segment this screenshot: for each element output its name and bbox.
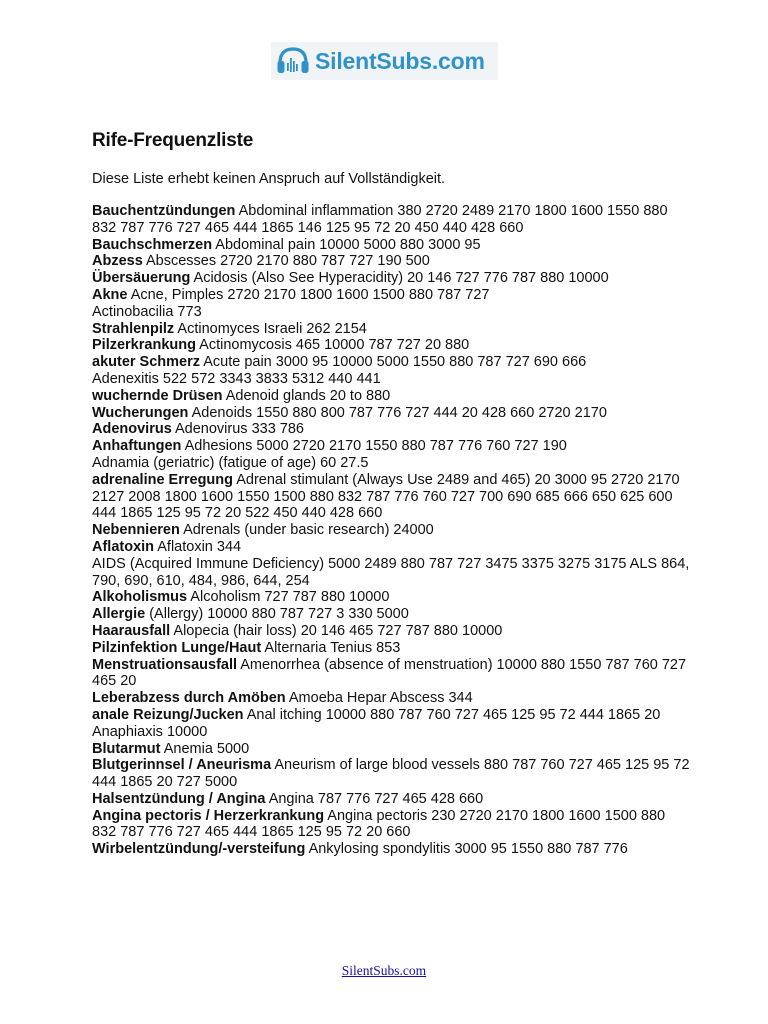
german-term: Nebennieren	[92, 522, 180, 539]
frequency-text: Acidosis (Also See Hyperacidity) 20 146 727 776 787 880 10000	[190, 270, 609, 287]
list-item	[92, 623, 692, 640]
list-item	[92, 841, 692, 858]
frequency-text: Abscesses 2720 2170 880 787 727 190 500	[142, 253, 430, 270]
list-item	[92, 690, 692, 707]
german-term: Bauchschmerzen	[92, 236, 213, 253]
german-term: Abzess	[92, 253, 143, 270]
german-term: Anhaftungen	[92, 438, 182, 455]
frequency-text: Alternaria Tenius 853	[261, 639, 401, 656]
frequency-text: Amenorrhea (absence of menstruation) 10000 880 1550 787 760 727 465 20	[92, 656, 687, 690]
frequency-text: Adrenals (under basic research) 24000	[179, 522, 434, 539]
german-term: wuchernde Drüsen	[92, 387, 223, 404]
german-term: Haarausfall	[92, 622, 171, 639]
list-item	[92, 455, 692, 472]
list-item	[92, 539, 692, 556]
frequency-text: Adenovirus 333 786	[171, 421, 304, 438]
german-term: Leberabzess durch Amöben	[92, 690, 286, 707]
frequency-text: Alopecia (hair loss) 20 146 465 727 787 880 10000	[170, 622, 503, 639]
list-item	[92, 640, 692, 657]
german-term: Blutarmut	[92, 740, 161, 757]
german-term: Pilzerkrankung	[92, 337, 196, 354]
list-item	[92, 421, 692, 438]
frequency-text: Actinobacilia 773	[92, 303, 202, 320]
frequency-text: Abdominal inflammation 380 2720 2489 2170 1800 1600 1550 880 832 787 776 727 465 444 1865 146 125 95 72 20 450 440 428 660	[92, 203, 668, 236]
disclaimer-text: Diese Liste erhebt keinen Anspruch auf Vollständigkeit.	[92, 171, 446, 187]
frequency-text: Acute pain 3000 95 10000 5000 1550 880 787 727 690 666	[200, 354, 587, 371]
frequency-text: Alcoholism 727 787 880 10000	[187, 589, 390, 606]
frequency-text: Acne, Pimples 2720 2170 1800 1600 1500 880 787 727	[127, 286, 490, 303]
logo-text: SilentSubs.com	[315, 47, 485, 74]
list-item	[92, 556, 692, 590]
list-item	[92, 438, 692, 455]
german-term: Wucherungen	[92, 404, 189, 421]
list-item	[92, 203, 692, 237]
frequency-text: Actinomycosis 465 10000 787 727 20 880	[195, 337, 470, 354]
german-term: Wirbelentzündung/-versteifung	[92, 841, 306, 858]
german-term: anale Reizung/Jucken	[92, 706, 244, 723]
frequency-list	[92, 203, 692, 858]
german-term: Allergie	[92, 606, 146, 623]
list-item	[92, 270, 692, 287]
frequency-text: Abdominal pain 10000 5000 880 3000 95	[212, 236, 481, 253]
german-term: Blutgerinnsel / Aneurisma	[92, 757, 272, 774]
frequency-text: Anal itching 10000 880 787 760 727 465 125 95 72 444 1865 20	[243, 706, 661, 723]
german-term: Übersäuerung	[92, 270, 191, 287]
german-term: adrenaline Erregung	[92, 471, 234, 488]
frequency-text: AIDS (Acquired Immune Deficiency) 5000 2489 880 787 727 3475 3375 3275 3175 ALS 864, 790, 690, 610, 484, 986, 644, 254	[92, 555, 690, 589]
frequency-text: Adenexitis 522 572 3343 3833 5312 440 441	[92, 370, 381, 387]
german-term: Bauchentzündungen	[92, 203, 236, 219]
german-term: Pilzinfektion Lunge/Haut	[92, 639, 262, 656]
list-item	[92, 741, 692, 758]
list-item	[92, 791, 692, 808]
german-term: Alkoholismus	[92, 589, 188, 606]
german-term: akuter Schmerz	[92, 354, 200, 371]
list-item	[92, 237, 692, 254]
list-item	[92, 707, 692, 724]
german-term: Strahlenpilz	[92, 320, 175, 337]
frequency-text: Adhesions 5000 2720 2170 1550 880 787 776 760 727 190	[181, 438, 567, 455]
frequency-text: Adrenal stimulant (Always Use 2489 and 465) 20 3000 95 2720 2170 2127 2008 1800 1600 1550 1500 880 832 787 776 760 727 700 690 685 666 650 625 600 444 1865 125 95 72 20 522 450 440 428 660	[92, 471, 680, 522]
frequency-text: Actinomyces Israeli 262 2154	[174, 320, 367, 337]
frequency-text: Aneurism of large blood vessels 880 787 760 727 465 125 95 72 444 1865 20 727 5000	[92, 757, 690, 791]
list-item	[92, 304, 692, 321]
list-item	[92, 354, 692, 371]
list-item	[92, 472, 692, 522]
list-item	[92, 657, 692, 691]
list-item	[92, 253, 692, 270]
frequency-text: Amoeba Hepar Abscess 344	[285, 690, 473, 707]
list-item	[92, 321, 692, 338]
frequency-text: (Allergy) 10000 880 787 727 3 330 5000	[145, 606, 409, 623]
list-item	[92, 606, 692, 623]
list-item	[92, 757, 692, 791]
frequency-text: Anaphiaxis 10000	[92, 723, 208, 740]
site-logo[interactable]	[271, 42, 498, 80]
frequency-text: Ankylosing spondylitis 3000 95 1550 880 787 776	[305, 841, 628, 858]
german-term: Halsentzündung / Angina	[92, 790, 266, 807]
list-item	[92, 405, 692, 422]
list-item	[92, 388, 692, 405]
list-item	[92, 287, 692, 304]
frequency-text: Angina 787 776 727 465 428 660	[265, 790, 484, 807]
list-item	[92, 724, 692, 741]
list-item	[92, 522, 692, 539]
list-item	[92, 589, 692, 606]
page-title: Rife-Frequenzliste	[92, 130, 254, 151]
frequency-text: Aflatoxin 344	[154, 538, 242, 555]
german-term: Menstruationsausfall	[92, 656, 238, 673]
german-term: Akne	[92, 286, 128, 303]
frequency-text: Adnamia (geriatric) (fatigue of age) 60 27.5	[92, 454, 369, 471]
footer-link[interactable]: SilentSubs.com	[341, 963, 427, 978]
headphones-waveform-icon	[271, 42, 315, 80]
german-term: Adenovirus	[92, 421, 172, 438]
frequency-text: Adenoids 1550 880 800 787 776 727 444 20 428 660 2720 2170	[188, 404, 607, 421]
list-item	[92, 337, 692, 354]
frequency-text: Angina pectoris 230 2720 2170 1800 1600 1500 880 832 787 776 727 465 444 1865 125 95 72 20 660	[92, 807, 666, 841]
frequency-text: Adenoid glands 20 to 880	[222, 387, 391, 404]
german-term: Aflatoxin	[92, 538, 155, 555]
list-item	[92, 371, 692, 388]
list-item	[92, 808, 692, 842]
german-term: Angina pectoris / Herzerkrankung	[92, 807, 325, 824]
frequency-text: Anemia 5000	[160, 740, 250, 757]
